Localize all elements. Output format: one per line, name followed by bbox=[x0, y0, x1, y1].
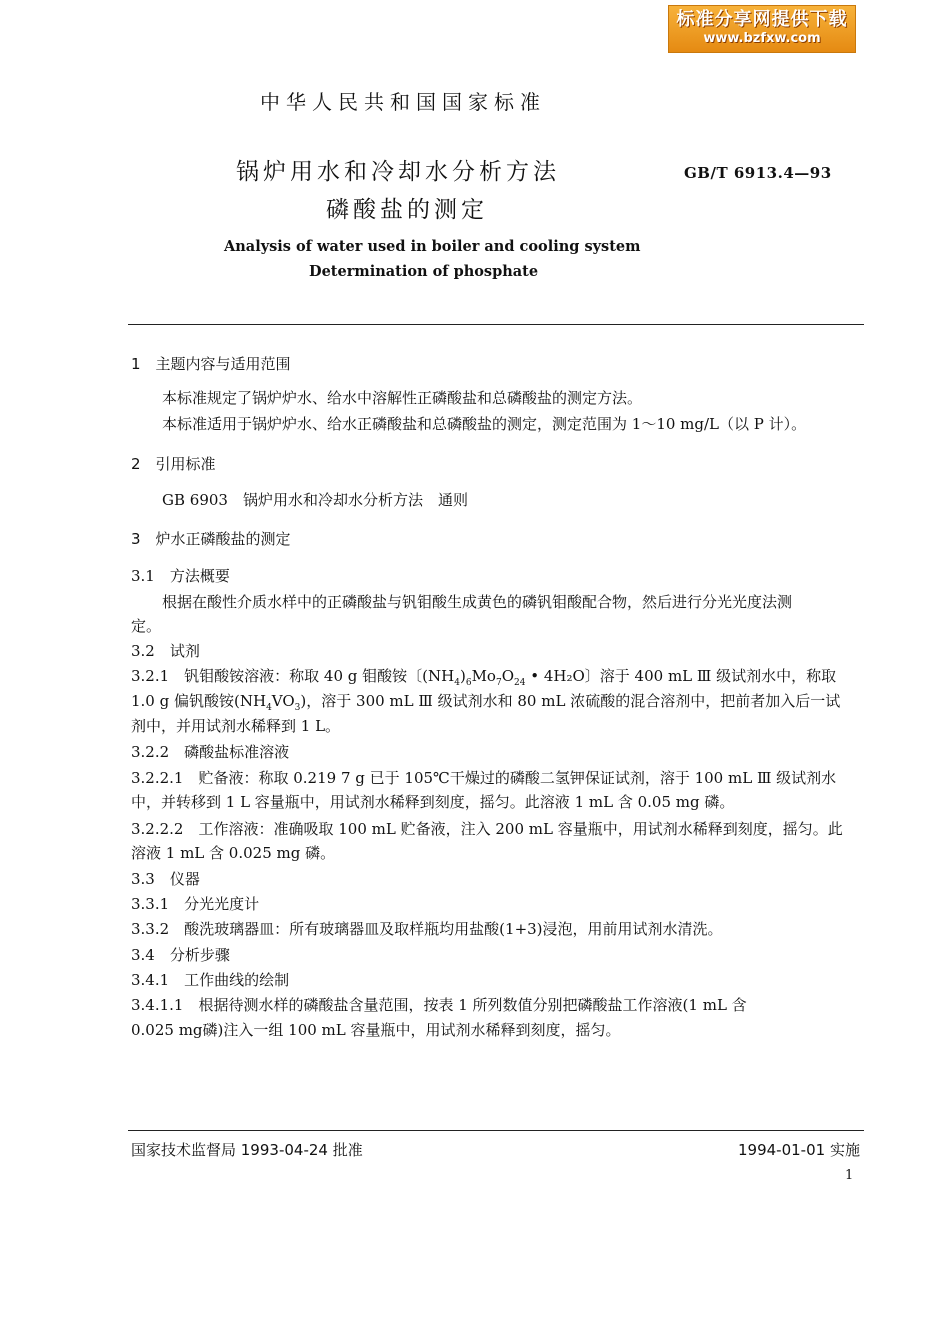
section-1-paragraph-1: 本标准规定了锅炉炉水、给水中溶解性正磷酸盐和总磷酸盐的测定方法。 bbox=[162, 389, 643, 407]
clause-3-3-heading: 3.3 仪器 bbox=[131, 870, 200, 888]
clause-3-1-text-b: 定。 bbox=[131, 617, 162, 635]
clause-3-3-2: 3.3.2 酸洗玻璃器皿：所有玻璃器皿及取样瓶均用盐酸(1+3)浸泡，用前用试剂水清洗。 bbox=[131, 920, 723, 938]
clause-3-2-heading: 3.2 试剂 bbox=[131, 642, 200, 660]
clause-3-4-heading: 3.4 分析步骤 bbox=[131, 946, 230, 964]
clause-3-3-1: 3.3.1 分光光度计 bbox=[131, 895, 260, 913]
section-3-heading: 3 炉水正磷酸盐的测定 bbox=[131, 530, 291, 548]
section-1-paragraph-2: 本标准适用于锅炉炉水、给水正磷酸盐和总磷酸盐的测定，测定范围为 1～10 mg/L（以 P 计）。 bbox=[162, 415, 807, 433]
clause-3-2-2-1-text-b: 中，并转移到 1 L 容量瓶中，用试剂水稀释到刻度，摇匀。此溶液 1 mL 含 0.05 mg 磷。 bbox=[131, 793, 735, 811]
watermark-url: www.bzfxw.com bbox=[703, 31, 821, 46]
document-title-line1: 锅炉用水和冷却水分析方法 bbox=[236, 159, 560, 185]
clause-3-2-2-2-text-a: 3.2.2.2 工作溶液：准确吸取 100 mL 贮备液，注入 200 mL 容量瓶中，用试剂水稀释到刻度，摇匀。此 bbox=[131, 820, 843, 838]
footer-divider bbox=[128, 1130, 864, 1131]
clause-3-4-1-1-text-b: 0.025 mg磷)注入一组 100 mL 容量瓶中，用试剂水稀释到刻度，摇匀。 bbox=[131, 1021, 621, 1039]
clause-3-2-2-heading: 3.2.2 磷酸盐标准溶液 bbox=[131, 743, 290, 761]
english-title-line2: Determination of phosphate bbox=[309, 263, 539, 280]
clause-3-1-heading: 3.1 方法概要 bbox=[131, 567, 230, 585]
english-title-line1: Analysis of water used in boiler and cooling system bbox=[224, 238, 641, 255]
clause-3-4-1-1-text-a: 3.4.1.1 根据待测水样的磷酸盐含量范围，按表 1 所列数值分别把磷酸盐工作溶液(1 mL 含 bbox=[131, 996, 747, 1014]
clause-3-2-1-text-b: 1.0 g 偏钒酸铵$(NH_4VO_3)$，溶于 300 mL Ⅲ 级试剂水和 80 mL 浓硫酸的混合溶剂中，把前者加入后一试 bbox=[131, 692, 841, 713]
standard-number: GB/T 6913.4—93 bbox=[684, 164, 832, 182]
watermark-banner bbox=[668, 5, 856, 53]
document-title-line2: 磷酸盐的测定 bbox=[326, 197, 488, 223]
clause-3-4-1: 3.4.1 工作曲线的绘制 bbox=[131, 971, 290, 989]
clause-3-2-1-text-c: 剂中，并用试剂水稀释到 1 L。 bbox=[131, 717, 341, 735]
clause-3-2-2-2-text-b: 溶液 1 mL 含 0.025 mg 磷。 bbox=[131, 844, 336, 862]
section-1-heading: 1 主题内容与适用范围 bbox=[131, 355, 291, 373]
clause-3-2-1-text-a: 3.2.1 钒钼酸铵溶液：称取 40 g 钼酸铵〔$(NH_4)_6Mo_7O_{24}$ • 4H₂O〕溶于 400 mL Ⅲ 级试剂水中，称取 bbox=[131, 667, 837, 688]
national-standard-label: 中华人民共和国国家标准 bbox=[260, 90, 546, 114]
section-2-heading: 2 引用标准 bbox=[131, 455, 216, 473]
clause-3-2-2-1-text-a: 3.2.2.1 贮备液：称取 0.219 7 g 已于 105℃干燥过的磷酸二氢钾保证试剂，溶于 100 mL Ⅲ 级试剂水 bbox=[131, 769, 837, 787]
page-number: 1 bbox=[845, 1168, 854, 1183]
watermark-title: 标准分享网提供下载 bbox=[676, 9, 848, 30]
implementation-date: 1994-01-01 实施 bbox=[738, 1141, 860, 1159]
referenced-standard: GB 6903 锅炉用水和冷却水分析方法 通则 bbox=[162, 491, 468, 509]
clause-3-1-text-a: 根据在酸性介质水样中的正磷酸盐与钒钼酸生成黄色的磷钒钼酸配合物，然后进行分光光度法测 bbox=[162, 593, 793, 611]
approval-date: 国家技术监督局 1993-04-24 批准 bbox=[131, 1141, 363, 1159]
header-divider bbox=[128, 324, 864, 325]
